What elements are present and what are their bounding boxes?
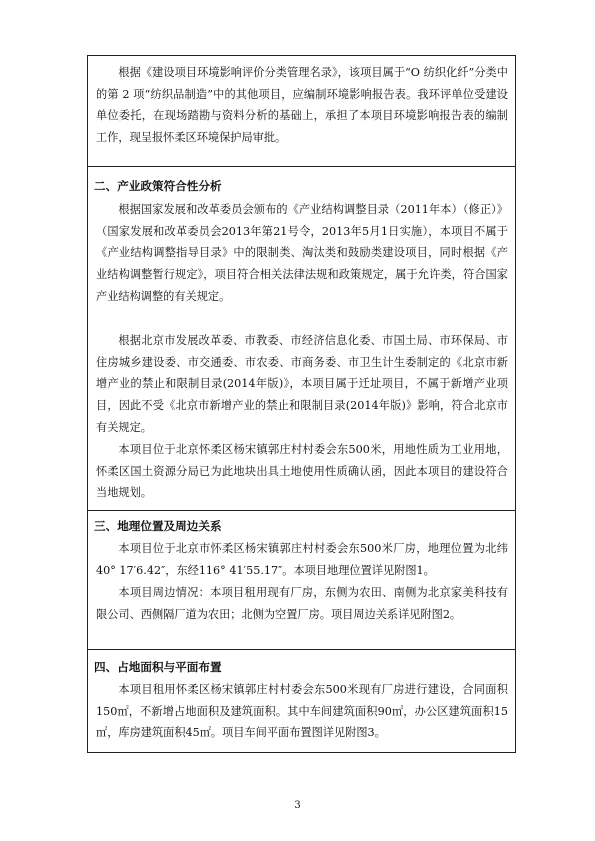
section-heading-location: 三、地理位置及周边关系 [94, 519, 222, 533]
divider [88, 166, 515, 167]
location-paragraph-1: 本项目位于北京市怀柔区杨宋镇郭庄村村委会东500米厂房，地理位置为北纬40° 17′6.42″，东经116° 41′55.17″。本项目地理位置详见附图1。 [96, 542, 508, 577]
section-heading-industry-policy: 二、产业政策符合性分析 [94, 179, 222, 193]
divider [88, 510, 515, 511]
page-number: 3 [294, 800, 301, 811]
content-frame [87, 55, 516, 753]
location-paragraph-2: 本项目周边情况：本项目租用现有厂房，东侧为农田、南侧为北京家美科技有限公司、西侧隔厂道为农田；北侧为空置厂房。项目周边关系详见附图2。 [96, 586, 508, 621]
divider [88, 649, 515, 650]
policy-paragraph-2: 根据北京市发展改革委、市教委、市经济信息化委、市国土局、市环保局、市住房城乡建设委、市交通委、市农委、市商务委、市卫生计生委制定的《北京市新增产业的禁止和限制目录(2014年版)》，本项目属于迁址项目，不属于新增产业项目，因此不受《北京市新增产业的禁止和限制目录(2014年版)》影响，符合北京市有关规定。 [96, 334, 508, 434]
land-area-paragraph: 本项目租用怀柔区杨宋镇郭庄村村委会东500米现有厂房进行建设，合同面积150㎡，不新增占地面积及建筑面积。其中车间建筑面积90㎡，办公区建筑面积15㎡，库房建筑面积45㎡。项目车间平面布置图详见附图3。 [96, 683, 508, 740]
policy-paragraph-3: 本项目位于北京怀柔区杨宋镇郭庄村村委会东500米，用地性质为工业用地，怀柔区国土资源分局已为此地块出具土地使用性质确认函，因此本项目的建设符合当地规划。 [96, 443, 508, 500]
intro-paragraph: 根据《建设项目环境影响评价分类管理名录》，该项目属于“O 纺织化纤”分类中的第 2 项“纺织品制造”中的其他项目，应编制环境影响报告表。我环评单位受建设单位委托，在现场踏勘与资料分析的基础上，承担了本项目环境影响报告表的编制工作，现呈报怀柔区环境保护局审批。 [96, 66, 508, 145]
policy-paragraph-1: 根据国家发展和改革委员会颁布的《产业结构调整目录（2011年本）（修正）》（国家发展和改革委员会2013年第21号令，2013年5月1日实施），本项目不属于《产业结构调整指导目录》中的限制类、淘汰类和鼓励类建设项目，同时根据《产业结构调整暂行规定》，项目符合相关法律法规和政策规定，属于允许类，符合国家产业结构调整的有关规定。 [96, 203, 508, 303]
section-heading-land-area: 四、占地面积与平面布置 [94, 660, 222, 674]
